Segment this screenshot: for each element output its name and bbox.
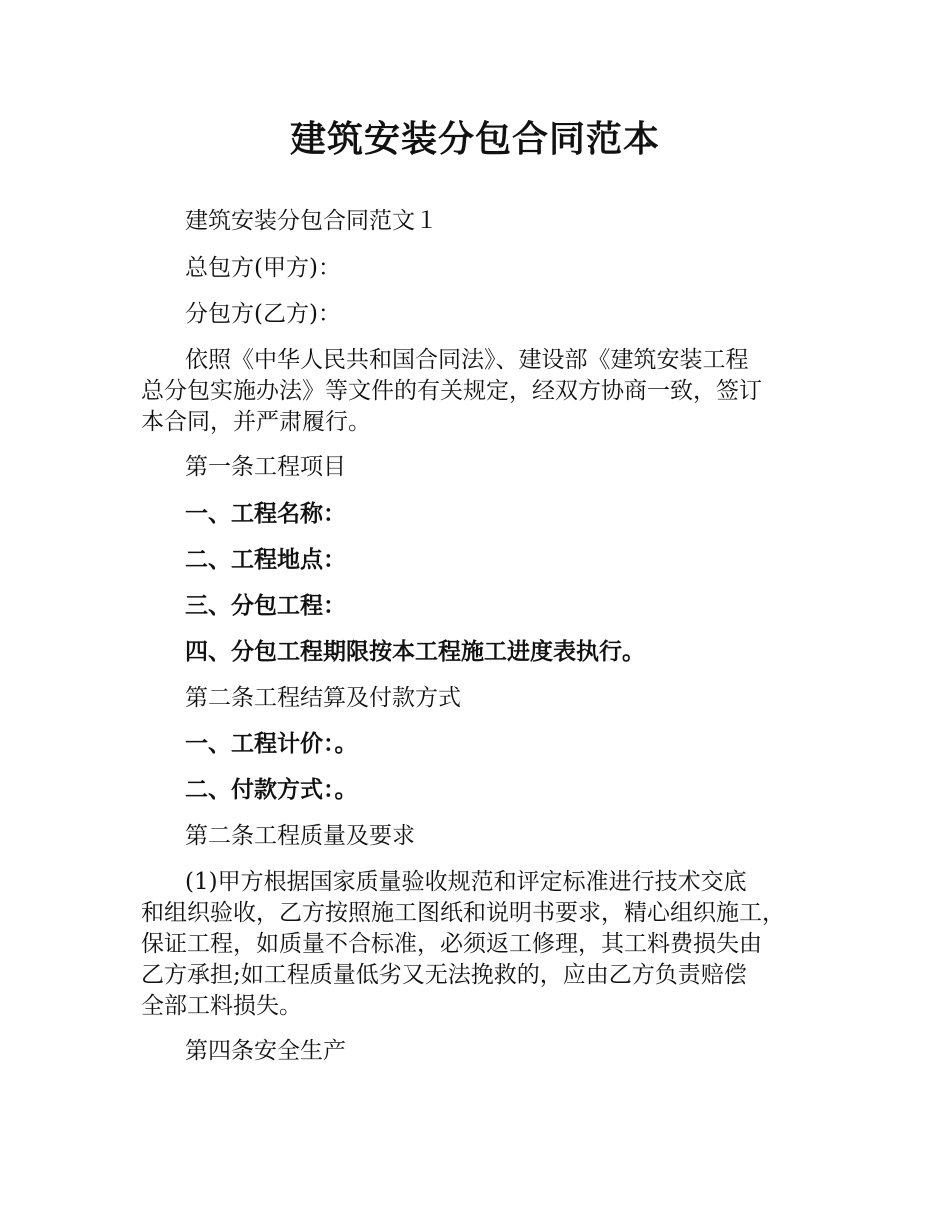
article-2-item-1: 一、工程计价：。 — [185, 731, 358, 757]
document-subtitle: 建筑安装分包合同范文１ — [185, 208, 438, 234]
intro-line-3: 本合同，并严肃履行。 — [141, 409, 371, 435]
intro-line-2: 总分包实施办法》等文件的有关规定，经双方协商一致，签订 — [141, 378, 762, 404]
article-3-line-3: 保证工程，如质量不合标准，必须返工修理，其工料费损失由 — [141, 931, 762, 957]
article-3-line-5: 全部工料损失。 — [141, 993, 302, 1019]
party-b-label: 分包方(乙方)： — [185, 301, 341, 327]
party-a-label: 总包方(甲方)： — [185, 255, 341, 281]
article-3-heading: 第二条工程质量及要求 — [185, 823, 415, 849]
article-1-item-4: 四、分包工程期限按本工程施工进度表执行。 — [185, 639, 645, 665]
article-1-item-3: 三、分包工程： — [185, 593, 346, 619]
article-2-item-2: 二、付款方式：。 — [185, 777, 358, 803]
article-1-item-2: 二、工程地点： — [185, 547, 346, 573]
document-title: 建筑安装分包合同范本 — [289, 119, 660, 160]
article-2-heading: 第二条工程结算及付款方式 — [185, 685, 461, 711]
article-3-line-1: (1)甲方根据国家质量验收规范和评定标准进行技术交底 — [185, 869, 747, 895]
article-1-heading: 第一条工程项目 — [185, 454, 346, 480]
article-3-line-4: 乙方承担;如工程质量低劣又无法挽救的，应由乙方负责赔偿 — [141, 962, 747, 988]
article-1-item-1: 一、工程名称： — [185, 501, 346, 527]
article-4-heading: 第四条安全生产 — [185, 1038, 346, 1064]
intro-line-1: 依照《中华人民共和国合同法》、建设部《建筑安装工程 — [185, 347, 749, 373]
article-3-line-2: 和组织验收，乙方按照施工图纸和说明书要求，精心组织施工， — [141, 900, 785, 926]
